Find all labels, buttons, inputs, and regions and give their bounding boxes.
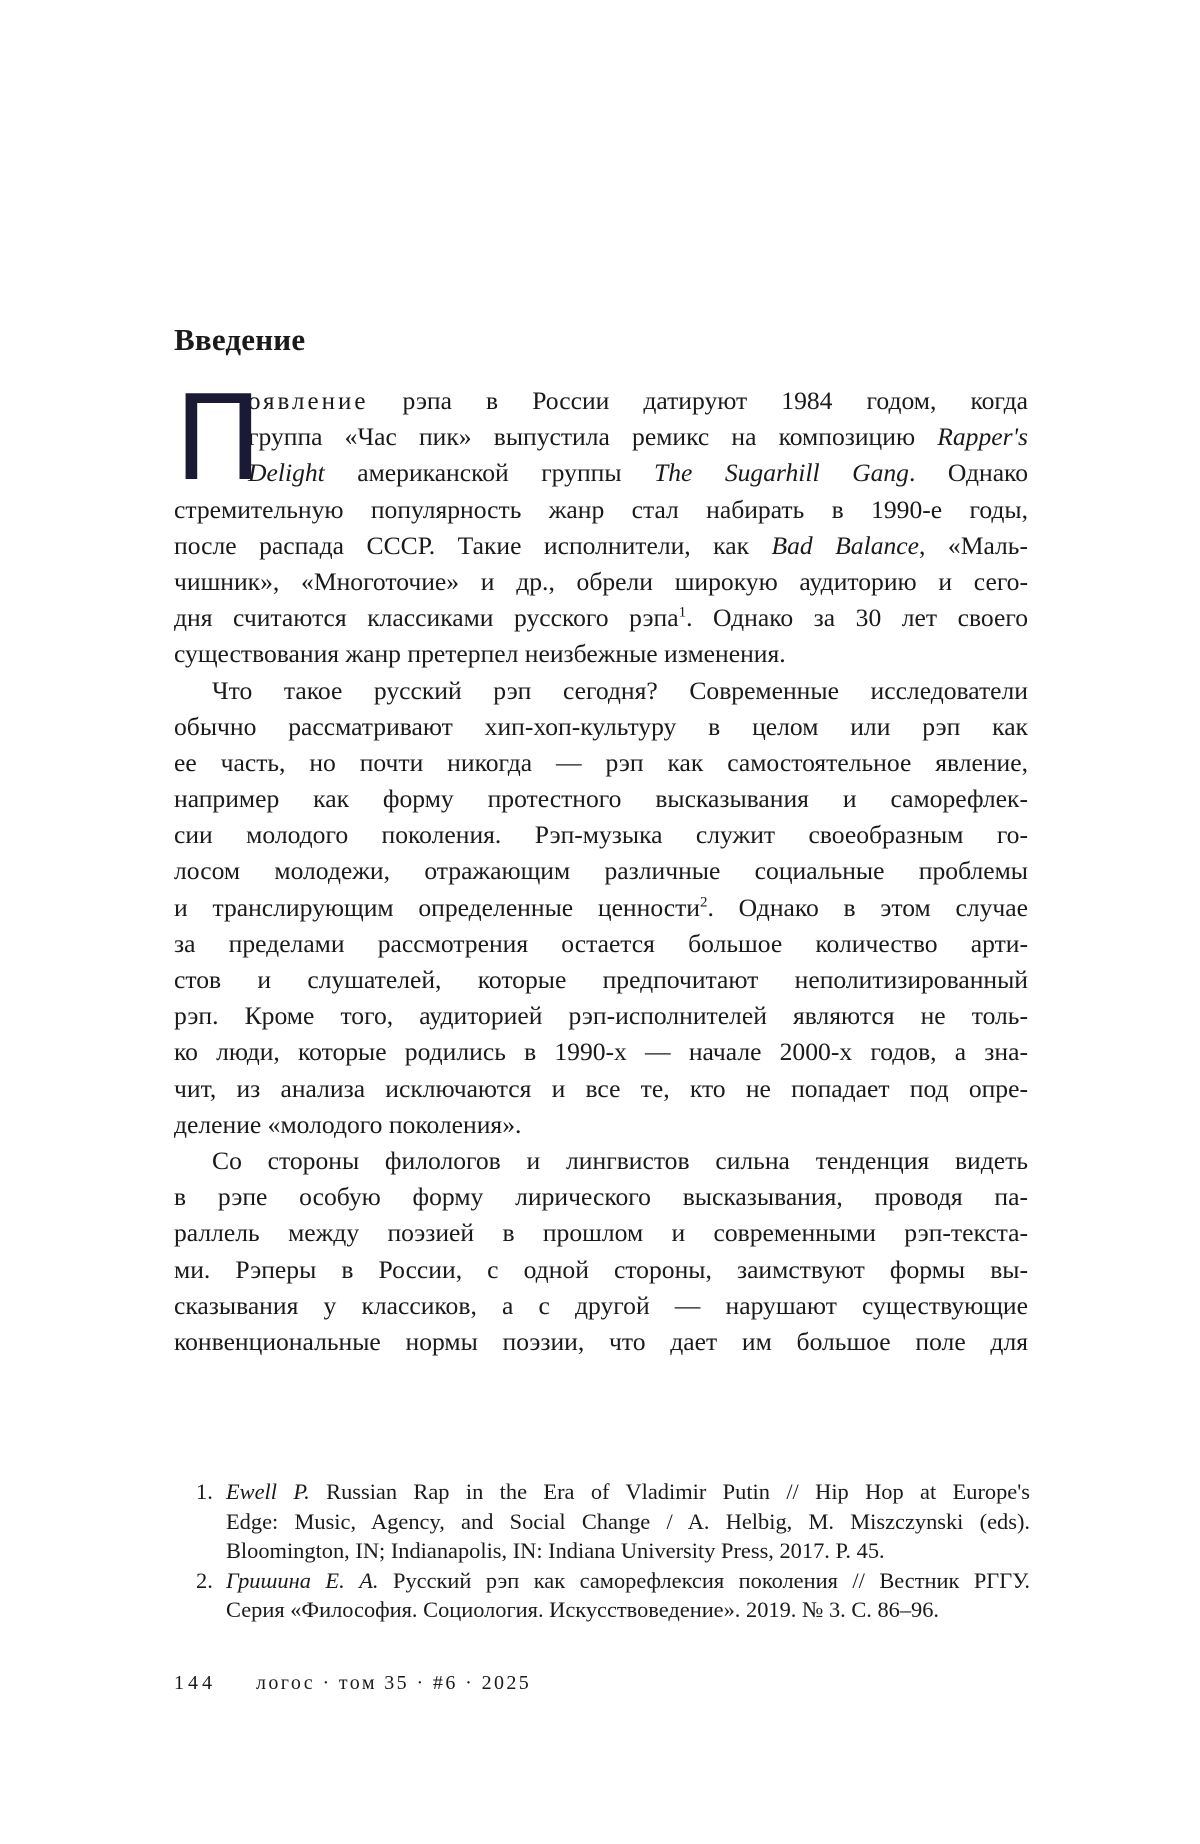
paragraph-2 bbox=[174, 673, 1028, 1143]
text-line: конвенциональные нормы поэзии, что дает им большое поле для bbox=[174, 1326, 1028, 1356]
footnote-line: Edge: Music, Agency, and Social Change / A. Helbig, M. Miszczynski (eds). bbox=[226, 1508, 1030, 1534]
text-span: рэпа в России датируют 1984 годом, когда bbox=[368, 386, 1028, 415]
text-span: . Однако bbox=[908, 458, 1028, 488]
text-line bbox=[174, 383, 1028, 419]
text-line: за пределами рассмотрения остается большое количество арти- bbox=[174, 928, 1028, 958]
text-line: чит, из анализа исключаются и все те, кто не попадает под опре- bbox=[174, 1073, 1028, 1103]
text-line bbox=[174, 528, 1028, 564]
text-line: лосом молодежи, отражающим различные социальные проблемы bbox=[174, 856, 1028, 886]
text-line bbox=[174, 600, 1028, 636]
footnote-author: Ewell P. bbox=[226, 1479, 310, 1504]
text-line: существования жанр претерпел неизбежные изменения. bbox=[174, 639, 786, 669]
text-line: обычно рассматривают хип-хоп-культуру в целом или рэп как bbox=[174, 711, 1028, 741]
drop-cap: П bbox=[174, 369, 263, 507]
footnote-author: Гришина Е. А. bbox=[226, 1567, 379, 1593]
footnote-2 bbox=[196, 1566, 1030, 1625]
body-text bbox=[174, 369, 1028, 1360]
text-span: после распада СССР. Такие исполнители, как bbox=[174, 530, 772, 560]
italic-title: The Sugarhill Gang bbox=[653, 458, 909, 488]
text-line: сии молодого поколения. Рэп-музыка служит своеобразным го- bbox=[174, 820, 1028, 850]
text-span: группа «Час пик» выпустила ремикс на композицию bbox=[248, 422, 938, 452]
running-title: логос · том 35 · #6 · 2025 bbox=[256, 1672, 532, 1694]
italic-title: Rapper's bbox=[937, 422, 1028, 452]
footnote-ref: 1 bbox=[678, 604, 687, 621]
text-line bbox=[174, 455, 1028, 491]
text-line: сказывания у классиков, а с другой — нарушают существующие bbox=[174, 1290, 1028, 1320]
footnote-number: 2. bbox=[196, 1567, 213, 1593]
text-line: в рэпе особую форму лирического высказывания, проводя па- bbox=[174, 1182, 1028, 1212]
footnote-line bbox=[196, 1566, 1030, 1596]
text-line: стремительную популярность жанр стал набирать в 1990-е годы, bbox=[174, 494, 1028, 524]
footnote-ref: 2 bbox=[700, 894, 708, 911]
paragraph-1 bbox=[174, 369, 1028, 673]
text-line: чишник», «Многоточие» и др., обрели широкую аудиторию и сего- bbox=[174, 566, 1028, 596]
text-span: Russian Rap in the Era of Vladimir Putin // Hip Hop at Europe's bbox=[309, 1479, 1030, 1504]
text-span: . Однако за 30 лет своего bbox=[686, 603, 1028, 633]
footnote-line: Серия «Философия. Социология. Искусствоведение». 2019. № 3. С. 86–96. bbox=[226, 1597, 940, 1622]
text-line: деление «молодого поколения». bbox=[174, 1109, 522, 1139]
text-span: американской группы bbox=[324, 458, 654, 488]
text-line: раллель между поэзией в прошлом и современными рэп-текста- bbox=[174, 1218, 1028, 1248]
text-line bbox=[174, 419, 1028, 455]
text-span: Русский рэп как саморефлексия поколения // Вестник РГГУ. bbox=[378, 1567, 1030, 1593]
footnote-line: Bloomington, IN; Indianapolis, IN: Indiana University Press, 2017. P. 45. bbox=[226, 1538, 885, 1563]
text-line: Что такое русский рэп сегодня? Современные исследователи bbox=[212, 675, 1028, 705]
footnote-line bbox=[196, 1477, 1030, 1507]
section-heading: Введение bbox=[174, 322, 306, 357]
text-line: ее часть, но почти никогда — рэп как самостоятельное явление, bbox=[174, 747, 1028, 777]
italic-title: Bad Balance bbox=[771, 530, 920, 560]
footnotes bbox=[196, 1477, 1030, 1625]
text-line: рэп. Кроме того, аудиторией рэп-исполнителей являются не толь- bbox=[174, 1001, 1028, 1031]
text-line: Со стороны филологов и лингвистов сильна тенденция видеть bbox=[212, 1145, 1028, 1175]
text-line: ми. Рэперы в России, с одной стороны, заимствуют формы вы- bbox=[174, 1254, 1028, 1284]
text-span: , «Маль- bbox=[919, 530, 1028, 560]
text-line: ко люди, которые родились в 1990-х — начале 2000-х годов, а зна- bbox=[174, 1037, 1028, 1067]
text-line bbox=[174, 890, 1028, 926]
text-line: например как форму протестного высказывания и саморефлек- bbox=[174, 784, 1028, 814]
text-span: . Однако в этом случае bbox=[707, 892, 1028, 922]
text-span: дня считаются классиками русского рэпа bbox=[174, 603, 679, 633]
footnote-number: 1. bbox=[196, 1479, 213, 1504]
page-footer bbox=[174, 1672, 531, 1695]
page-number: 144 bbox=[174, 1672, 216, 1694]
text-line: стов и слушателей, которые предпочитают неполитизированный bbox=[174, 965, 1028, 994]
small-caps-opening: оявление bbox=[248, 388, 369, 415]
text-span: и транслирующим определенные ценности bbox=[174, 892, 700, 922]
italic-title: Delight bbox=[248, 458, 325, 488]
paragraph-3 bbox=[174, 1143, 1028, 1360]
footnote-1 bbox=[196, 1477, 1030, 1566]
